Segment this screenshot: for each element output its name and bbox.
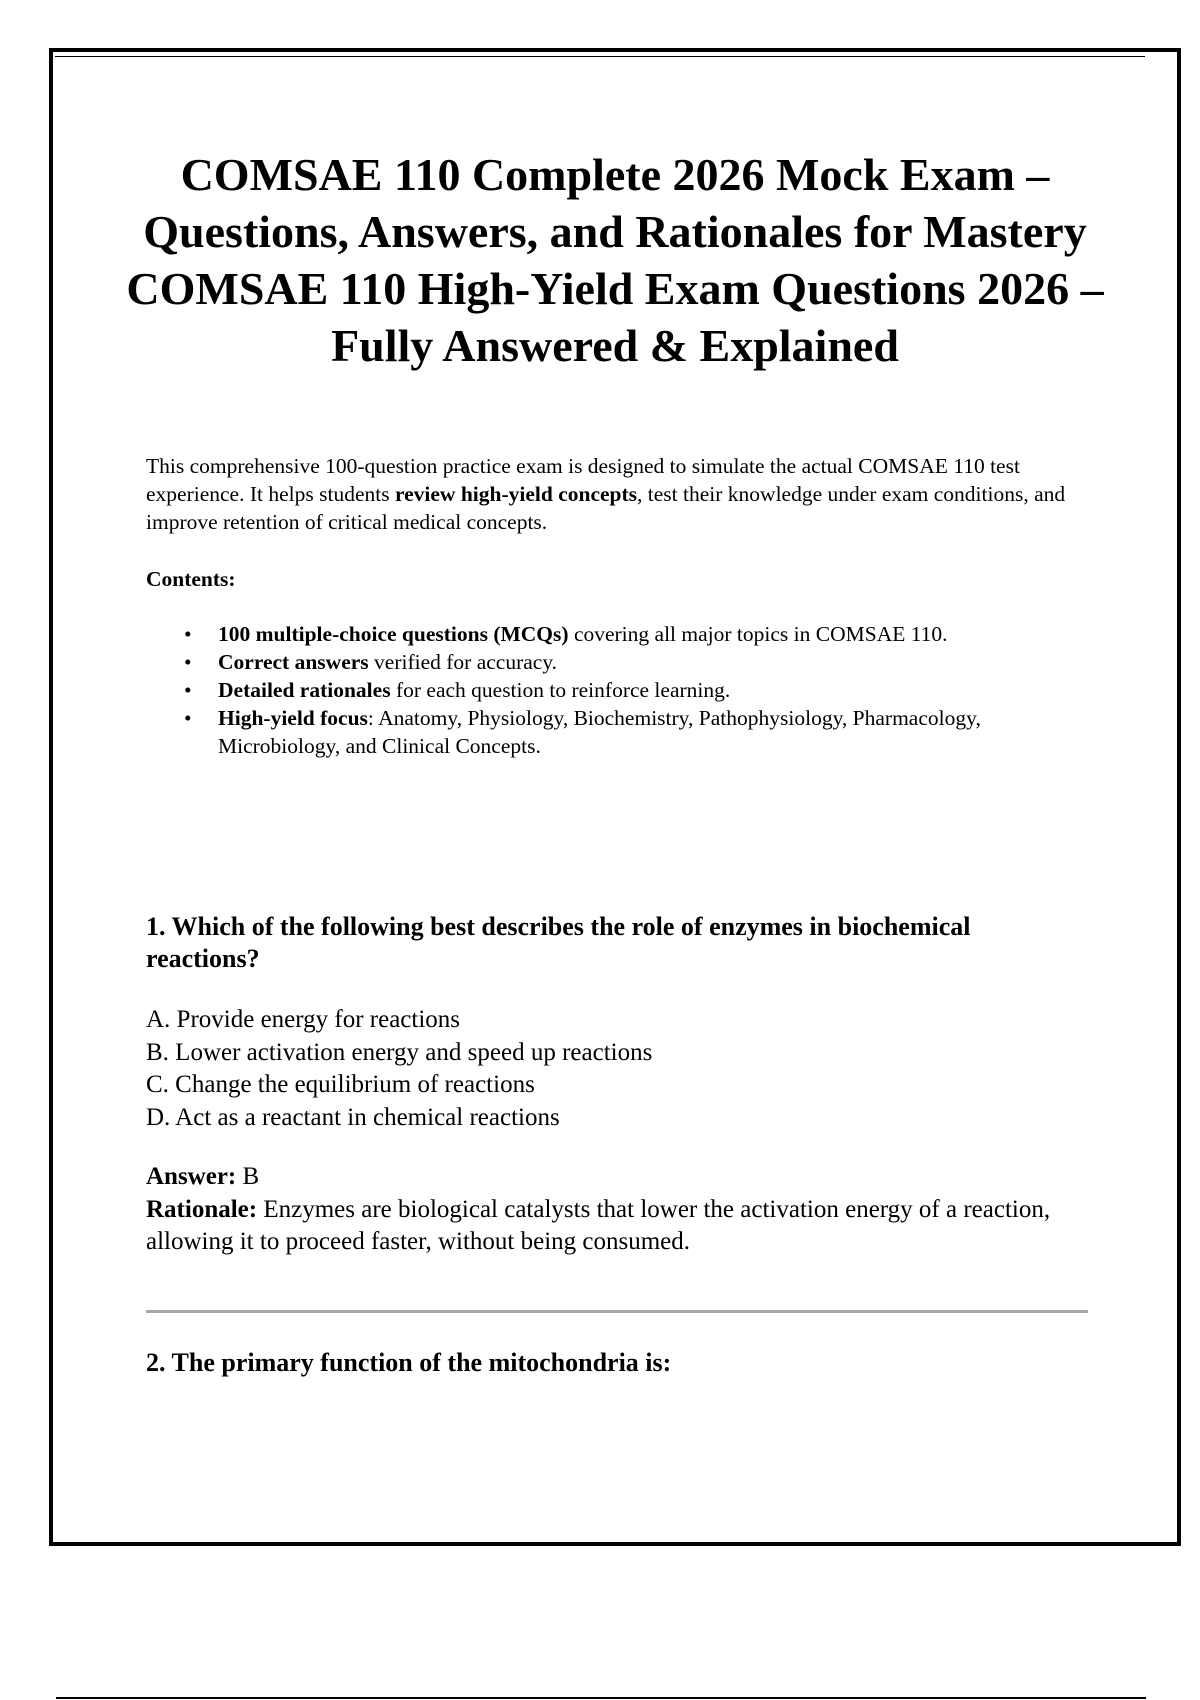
contents-list bbox=[184, 620, 1098, 760]
contents-item-text: covering all major topics in COMSAE 110. bbox=[568, 622, 948, 646]
rationale-line bbox=[146, 1194, 1086, 1259]
contents-item bbox=[184, 676, 1098, 704]
option-a: A. Provide energy for reactions bbox=[146, 1006, 461, 1033]
contents-item-bold: Detailed rationales bbox=[218, 678, 391, 702]
contents-item-bold: Correct answers bbox=[218, 650, 369, 674]
contents-item-bold: High-yield focus bbox=[218, 706, 368, 730]
contents-item-text: : Anatomy, Physiology, Biochemistry, Pathophysiology, Pharmacology, Microbiology, and Clinical Concepts. bbox=[218, 706, 981, 758]
bullet-icon: • bbox=[184, 622, 192, 646]
bullet-icon: • bbox=[184, 706, 192, 730]
contents-item-text: for each question to reinforce learning. bbox=[390, 678, 731, 702]
answer-label: Answer: bbox=[146, 1163, 237, 1190]
question-2-text: 2. The primary function of the mitochondria is: bbox=[146, 1348, 672, 1377]
rationale-label: Rationale: bbox=[146, 1195, 258, 1223]
question-1-answer-block bbox=[146, 1161, 1086, 1259]
next-page-top-rule bbox=[56, 1697, 1146, 1699]
contents-item bbox=[184, 620, 1098, 648]
answer-value: B bbox=[236, 1163, 260, 1190]
answer-line bbox=[146, 1161, 1086, 1194]
option-b: B. Lower activation energy and speed up reactions bbox=[146, 1038, 653, 1066]
intro-text-2: , test their knowledge under exam conditions, and improve retention of critical medical concepts. bbox=[146, 482, 1066, 534]
bullet-icon: • bbox=[184, 678, 192, 702]
border-top-rule bbox=[55, 56, 1145, 57]
contents-heading: Contents: bbox=[146, 567, 236, 591]
contents-item-text: verified for accuracy. bbox=[368, 650, 558, 674]
option-c: C. Change the equilibrium of reactions bbox=[146, 1071, 535, 1098]
rationale-text: Enzymes are biological catalysts that lower the activation energy of a reaction, allowing it to proceed faster, without being consumed. bbox=[146, 1195, 1051, 1255]
contents-item bbox=[184, 648, 1098, 676]
question-1-text: 1. Which of the following best describes the role of enzymes in biochemical reactions? bbox=[146, 912, 971, 973]
intro-bold: review high-yield concepts bbox=[394, 482, 638, 506]
option-d: D. Act as a reactant in chemical reactions bbox=[146, 1103, 560, 1131]
question-separator bbox=[146, 1310, 1088, 1313]
bullet-icon: • bbox=[184, 650, 192, 674]
question-1-options bbox=[146, 1004, 1086, 1134]
intro-text-1: This comprehensive 100-question practice exam is designed to simulate the actual COMSAE 110 test experience. It helps students bbox=[146, 454, 1020, 506]
contents-item bbox=[184, 704, 1098, 760]
contents-item-bold: 100 multiple-choice questions (MCQs) bbox=[218, 622, 569, 646]
intro-paragraph bbox=[146, 452, 1086, 536]
document-title: COMSAE 110 Complete 2026 Mock Exam – Questions, Answers, and Rationales for Mastery COMSAE 110 High-Yield Exam Questions 2026 – Fully Answered & Explained bbox=[126, 149, 1104, 371]
